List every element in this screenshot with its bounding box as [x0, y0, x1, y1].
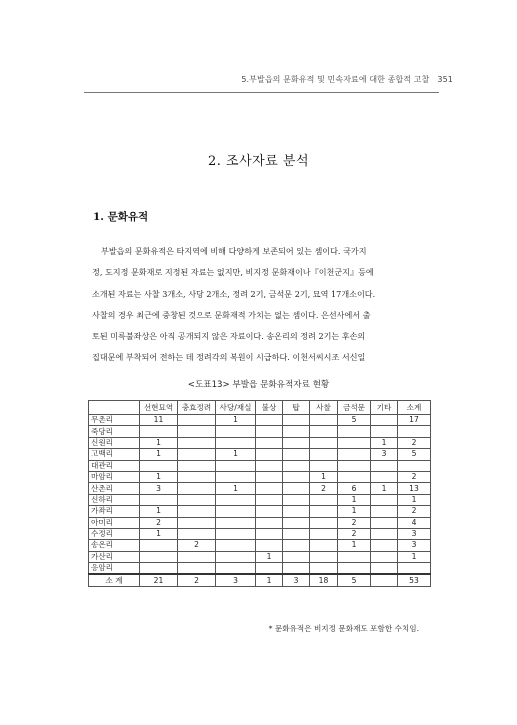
table-cell: 5 — [338, 415, 371, 426]
table-cell — [283, 426, 310, 437]
row-header-cell: 가좌리 — [89, 506, 140, 517]
table-cell: 1 — [140, 437, 178, 448]
table-footnote: * 문화유적은 비지정 문화재도 포함한 수치임. — [268, 624, 419, 633]
table-cell — [216, 426, 256, 437]
row-header-cell: 수정리 — [89, 528, 140, 539]
table-cell — [140, 563, 178, 575]
table-cell: 13 — [398, 483, 431, 494]
table-cell — [310, 460, 338, 471]
table-cell — [256, 483, 283, 494]
total-cell: 3 — [216, 574, 256, 587]
table-header-row — [89, 401, 431, 415]
table-cell — [178, 528, 216, 539]
table-row — [89, 494, 431, 505]
table-cell: 1 — [140, 528, 178, 539]
table-cell: 2 — [140, 517, 178, 528]
row-header-cell: 응암리 — [89, 563, 140, 575]
table-cell — [256, 471, 283, 482]
table-row — [89, 449, 431, 460]
row-header-cell: 고백리 — [89, 449, 140, 460]
table-cell — [310, 563, 338, 575]
table-cell — [310, 506, 338, 517]
table-cell: 1 — [371, 483, 398, 494]
table-cell — [283, 540, 310, 551]
table-cell — [216, 460, 256, 471]
table-cell — [310, 426, 338, 437]
table-row — [89, 483, 431, 494]
column-header: 선현묘역 — [140, 401, 178, 415]
table-cell: 6 — [338, 483, 371, 494]
table-cell: 1 — [256, 551, 283, 562]
row-header-cell: 마암리 — [89, 471, 140, 482]
table-cell — [256, 540, 283, 551]
table-cell — [256, 528, 283, 539]
table-cell — [140, 426, 178, 437]
table-cell — [178, 415, 216, 426]
table-cell — [256, 517, 283, 528]
table-cell: 5 — [398, 449, 431, 460]
column-header: 충효정려 — [178, 401, 216, 415]
table-cell: 2 — [398, 506, 431, 517]
column-header: 소계 — [398, 401, 431, 415]
table-cell — [371, 506, 398, 517]
table-row — [89, 517, 431, 528]
page-number: 351 — [437, 75, 453, 84]
column-header: 사찰 — [310, 401, 338, 415]
table-cell — [310, 415, 338, 426]
table-cell — [178, 494, 216, 505]
table-cell — [283, 460, 310, 471]
header-rule — [84, 92, 439, 93]
table-cell — [140, 551, 178, 562]
table-cell — [310, 551, 338, 562]
table-cell — [216, 494, 256, 505]
table-cell: 1 — [216, 415, 256, 426]
table-cell: 4 — [398, 517, 431, 528]
table-cell — [178, 426, 216, 437]
table-cell: 2 — [398, 437, 431, 448]
table-cell — [178, 471, 216, 482]
table-row — [89, 506, 431, 517]
table-cell: 1 — [140, 471, 178, 482]
table-cell — [371, 551, 398, 562]
table-cell: 2 — [178, 540, 216, 551]
table-cell — [283, 494, 310, 505]
row-header-cell: 송온리 — [89, 540, 140, 551]
table-cell — [256, 460, 283, 471]
table-row — [89, 460, 431, 471]
column-header: 금석문 — [338, 401, 371, 415]
table-cell: 1 — [140, 449, 178, 460]
column-header: 사당/재실 — [216, 401, 256, 415]
table-cell — [178, 563, 216, 575]
row-header-cell: 대관리 — [89, 460, 140, 471]
table-cell — [256, 437, 283, 448]
table-cell — [371, 528, 398, 539]
total-cell: 3 — [283, 574, 310, 587]
table-cell — [216, 506, 256, 517]
table-cell: 1 — [398, 551, 431, 562]
body-paragraph — [92, 241, 435, 369]
table-row — [89, 471, 431, 482]
table-cell: 17 — [398, 415, 431, 426]
table-cell: 2 — [310, 483, 338, 494]
column-header: 불상 — [256, 401, 283, 415]
table-cell — [140, 540, 178, 551]
column-header-corner — [89, 401, 140, 415]
row-header-cell: 죽당리 — [89, 426, 140, 437]
paragraph-line: 토된 미륵불좌상은 아직 공개되지 않은 자료이다. 송온리의 정려 2기는 후손의 — [92, 331, 366, 342]
table-row — [89, 437, 431, 448]
total-cell: 53 — [398, 574, 431, 587]
running-title: 5.부발읍의 문화유적 및 민속자료에 대한 종합적 고찰 — [241, 75, 430, 84]
row-header-cell: 가산리 — [89, 551, 140, 562]
table-cell — [256, 506, 283, 517]
table-cell: 11 — [140, 415, 178, 426]
total-cell: 21 — [140, 574, 178, 587]
table-cell — [371, 517, 398, 528]
table-cell — [283, 528, 310, 539]
table-cell — [256, 494, 283, 505]
table-cell: 3 — [140, 483, 178, 494]
table-cell — [371, 494, 398, 505]
table-cell: 2 — [338, 528, 371, 539]
table-row — [89, 528, 431, 539]
table-cell: 1 — [338, 506, 371, 517]
row-header-cell: 신원리 — [89, 437, 140, 448]
table-cell — [216, 540, 256, 551]
column-header: 기타 — [371, 401, 398, 415]
row-header-cell: 무촌리 — [89, 415, 140, 426]
table-cell — [140, 494, 178, 505]
heritage-stats-table — [88, 400, 431, 587]
table-cell — [338, 437, 371, 448]
row-header-cell: 아미리 — [89, 517, 140, 528]
subsection-title: 1. 문화유적 — [93, 211, 149, 223]
table-cell — [283, 483, 310, 494]
table-cell — [216, 471, 256, 482]
table-cell — [310, 517, 338, 528]
row-header-cell: 신하리 — [89, 494, 140, 505]
table-cell: 1 — [338, 494, 371, 505]
table-cell — [256, 415, 283, 426]
table-cell — [283, 449, 310, 460]
table-cell — [338, 551, 371, 562]
total-cell — [371, 574, 398, 587]
table-cell: 1 — [310, 471, 338, 482]
total-cell: 5 — [338, 574, 371, 587]
table-cell — [338, 426, 371, 437]
table-cell — [178, 460, 216, 471]
row-header-cell: 산촌리 — [89, 483, 140, 494]
table-cell — [398, 460, 431, 471]
table-cell: 2 — [338, 517, 371, 528]
running-head — [241, 74, 453, 85]
table-cell — [178, 483, 216, 494]
table-cell: 1 — [216, 449, 256, 460]
table-cell — [178, 437, 216, 448]
table-cell: 1 — [140, 506, 178, 517]
table-row — [89, 540, 431, 551]
table-cell — [310, 540, 338, 551]
table-cell — [283, 563, 310, 575]
table-cell: 1 — [338, 540, 371, 551]
table-cell — [310, 528, 338, 539]
total-cell: 1 — [256, 574, 283, 587]
table-cell — [216, 437, 256, 448]
table-cell — [371, 471, 398, 482]
table-cell: 3 — [371, 449, 398, 460]
table-row — [89, 551, 431, 562]
total-row — [89, 574, 431, 587]
table-cell — [371, 415, 398, 426]
table-cell — [256, 449, 283, 460]
table-cell — [283, 551, 310, 562]
table-cell — [338, 471, 371, 482]
table-row — [89, 426, 431, 437]
table-cell — [371, 426, 398, 437]
table-cell — [140, 460, 178, 471]
paragraph-line: 사찰의 경우 최근에 중창된 것으로 문화재적 가치는 없는 셈이다. 은선사에서 출 — [92, 309, 371, 320]
table-cell — [216, 517, 256, 528]
table-cell — [216, 551, 256, 562]
table-cell — [310, 449, 338, 460]
table-cell — [178, 551, 216, 562]
table-cell — [371, 460, 398, 471]
table-cell — [398, 563, 431, 575]
table-cell: 1 — [398, 494, 431, 505]
total-label-cell: 소 계 — [89, 574, 140, 587]
table-caption: <도표13> 부발읍 문화유적자료 현황 — [187, 380, 330, 390]
table-cell — [178, 449, 216, 460]
table-cell: 3 — [398, 528, 431, 539]
paragraph-line: 정, 도지정 문화재로 지정된 자료는 없지만, 비지정 문화재이나『이천군지』등에 — [92, 267, 374, 278]
total-cell: 2 — [178, 574, 216, 587]
table-cell — [178, 517, 216, 528]
column-header: 탑 — [283, 401, 310, 415]
table-cell — [398, 426, 431, 437]
table-cell — [371, 540, 398, 551]
table-cell: 2 — [398, 471, 431, 482]
paragraph-line: 소개된 자료는 사찰 3개소, 사당 2개소, 정려 2기, 금석문 2기, 묘역 17개소이다. — [92, 288, 376, 299]
table-cell — [283, 506, 310, 517]
table-cell — [283, 437, 310, 448]
table-cell — [338, 460, 371, 471]
table-row — [89, 415, 431, 426]
table-cell — [256, 426, 283, 437]
section-title: 2. 조사자료 분석 — [207, 154, 310, 169]
table-cell — [216, 563, 256, 575]
total-cell: 18 — [310, 574, 338, 587]
table-cell — [338, 563, 371, 575]
table-cell — [283, 415, 310, 426]
table-cell — [216, 528, 256, 539]
paragraph-line: 부발읍의 문화유적은 타지역에 비해 다양하게 보존되어 있는 셈이다. 국가지 — [101, 246, 367, 256]
table-cell: 1 — [216, 483, 256, 494]
table-cell — [310, 437, 338, 448]
table-cell — [283, 471, 310, 482]
table-cell — [178, 506, 216, 517]
table-cell — [256, 563, 283, 575]
table-cell — [310, 494, 338, 505]
table-cell: 1 — [371, 437, 398, 448]
table-cell: 3 — [398, 540, 431, 551]
table-cell — [371, 563, 398, 575]
table-cell — [338, 449, 371, 460]
table-cell — [283, 517, 310, 528]
table-row — [89, 563, 431, 575]
paragraph-line: 집대문에 부착되어 전하는 데 정려각의 복원이 시급하다. 이천서씨시조 서신일 — [92, 352, 366, 363]
